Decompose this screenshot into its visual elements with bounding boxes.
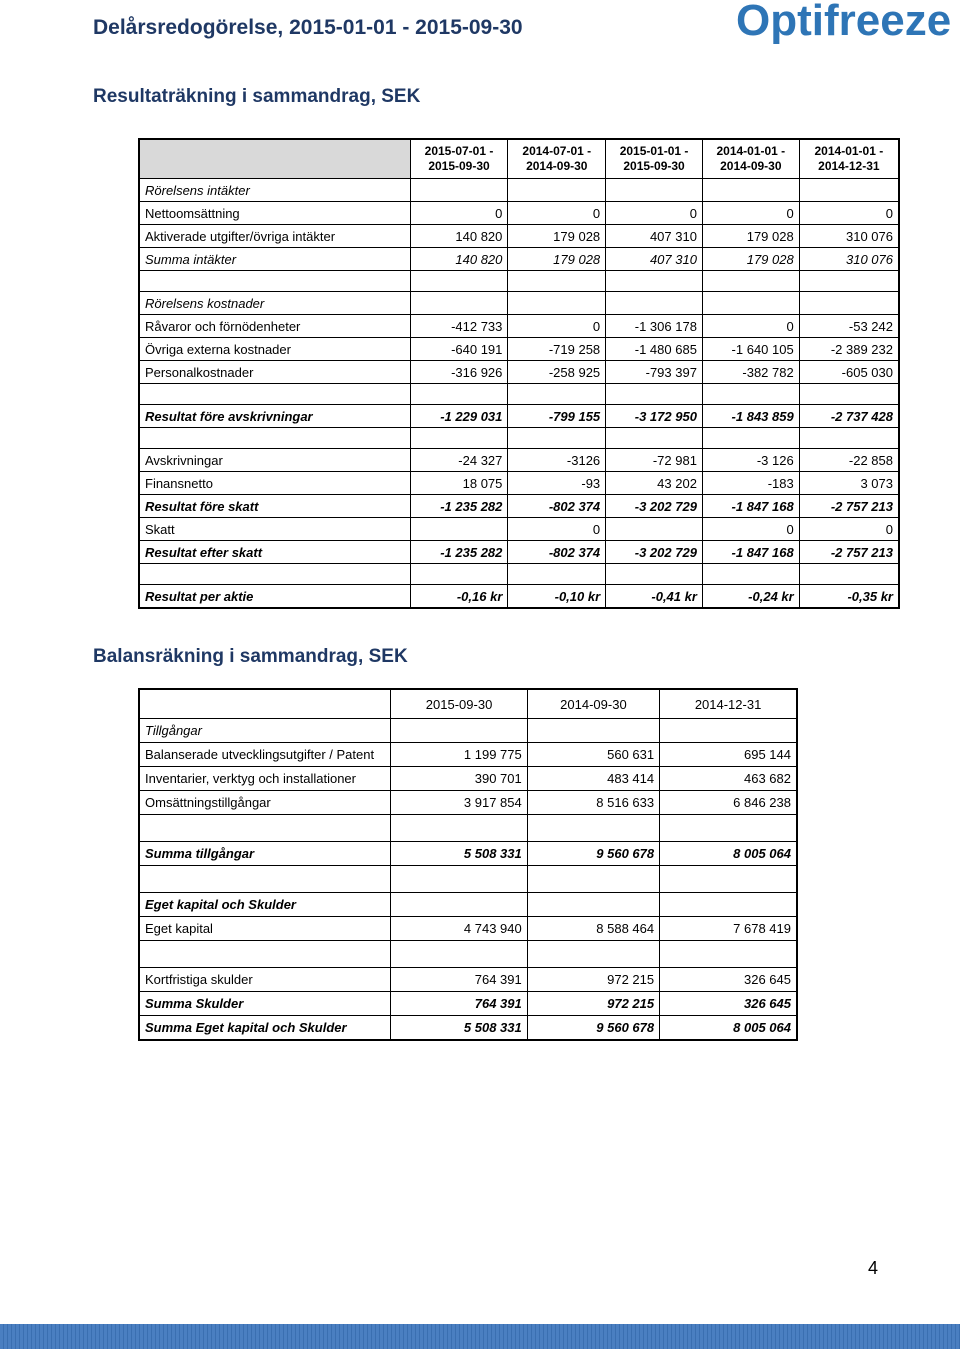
value-cell: -0,10 kr [508, 585, 606, 609]
spacer-cell [527, 815, 659, 842]
row-label: Omsättningstillgångar [139, 791, 391, 815]
spacer-cell [606, 271, 703, 292]
row-label: Nettoomsättning [139, 202, 410, 225]
value-cell: -2 757 213 [799, 541, 899, 564]
row-label: Inventarier, verktyg och installationer [139, 767, 391, 791]
value-cell: 463 682 [660, 767, 797, 791]
period-end: 2014-09-30 [526, 159, 588, 173]
spacer-cell [702, 428, 799, 449]
value-cell: 0 [799, 202, 899, 225]
table-row [139, 518, 899, 541]
value-cell: -22 858 [799, 449, 899, 472]
table-row [139, 743, 797, 767]
spacer-row [139, 384, 899, 405]
balance-header-label-cell [139, 689, 391, 719]
value-cell: 140 820 [410, 225, 508, 248]
spacer-cell [410, 384, 508, 405]
value-cell [410, 179, 508, 202]
row-label: Resultat per aktie [139, 585, 410, 609]
spacer-cell [606, 384, 703, 405]
value-cell: 1 199 775 [391, 743, 527, 767]
value-cell: 18 075 [410, 472, 508, 495]
value-cell [527, 893, 659, 917]
value-cell: 972 215 [527, 968, 659, 992]
spacer-cell [799, 564, 899, 585]
value-cell: 4 743 940 [391, 917, 527, 941]
period-header [410, 139, 508, 179]
value-cell: 326 645 [660, 968, 797, 992]
value-cell: 310 076 [799, 225, 899, 248]
value-cell: 390 701 [391, 767, 527, 791]
value-cell: -802 374 [508, 541, 606, 564]
value-cell: -382 782 [702, 361, 799, 384]
value-cell: -1 847 168 [702, 541, 799, 564]
table-row [139, 179, 899, 202]
spacer-cell [508, 564, 606, 585]
value-cell: 407 310 [606, 248, 703, 271]
period-header [702, 139, 799, 179]
value-cell [410, 518, 508, 541]
table-row [139, 1016, 797, 1041]
value-cell [508, 179, 606, 202]
value-cell: -3 202 729 [606, 541, 703, 564]
value-cell: -53 242 [799, 315, 899, 338]
balance-header-row [139, 689, 797, 719]
value-cell: 0 [702, 202, 799, 225]
row-label: Eget kapital [139, 917, 391, 941]
document-header-title: Delårsredogörelse, 2015-01-01 - 2015-09-30 [93, 16, 523, 39]
value-cell: 0 [799, 518, 899, 541]
value-cell: -0,35 kr [799, 585, 899, 609]
income-statement-title: Resultaträkning i sammandrag, SEK [93, 86, 421, 107]
period-header [508, 139, 606, 179]
row-label: Personalkostnader [139, 361, 410, 384]
row-label: Rörelsens intäkter [139, 179, 410, 202]
table-row [139, 315, 899, 338]
value-cell: 179 028 [508, 248, 606, 271]
value-cell: 310 076 [799, 248, 899, 271]
spacer-cell [139, 564, 410, 585]
value-cell: -1 229 031 [410, 405, 508, 428]
value-cell: -0,24 kr [702, 585, 799, 609]
value-cell [702, 179, 799, 202]
value-cell: -799 155 [508, 405, 606, 428]
spacer-row [139, 866, 797, 893]
spacer-row [139, 941, 797, 968]
value-cell: 9 560 678 [527, 842, 659, 866]
value-cell: -1 480 685 [606, 338, 703, 361]
value-cell [391, 719, 527, 743]
footer-bar [0, 1324, 960, 1349]
value-cell: 695 144 [660, 743, 797, 767]
period-end: 2015-09-30 [428, 159, 490, 173]
spacer-row [139, 428, 899, 449]
spacer-cell [391, 815, 527, 842]
page-number: 4 [868, 1258, 879, 1278]
value-cell: -1 235 282 [410, 495, 508, 518]
period-start: 2015-01-01 - [619, 144, 689, 158]
row-label: Rörelsens kostnader [139, 292, 410, 315]
spacer-cell [508, 271, 606, 292]
value-cell: 179 028 [702, 248, 799, 271]
value-cell [508, 292, 606, 315]
table-row [139, 472, 899, 495]
value-cell: -2 389 232 [799, 338, 899, 361]
value-cell: 140 820 [410, 248, 508, 271]
value-cell: 8 005 064 [660, 842, 797, 866]
value-cell [606, 179, 703, 202]
value-cell [660, 893, 797, 917]
row-label: Avskrivningar [139, 449, 410, 472]
value-cell: 764 391 [391, 992, 527, 1016]
spacer-cell [139, 815, 391, 842]
value-cell: -2 737 428 [799, 405, 899, 428]
value-cell: -0,41 kr [606, 585, 703, 609]
value-cell: 3 917 854 [391, 791, 527, 815]
spacer-cell [508, 428, 606, 449]
value-cell: 3 073 [799, 472, 899, 495]
value-cell: -183 [702, 472, 799, 495]
value-cell: 0 [410, 202, 508, 225]
spacer-cell [527, 866, 659, 893]
row-label: Finansnetto [139, 472, 410, 495]
value-cell: -93 [508, 472, 606, 495]
table-row [139, 893, 797, 917]
period-header [606, 139, 703, 179]
value-cell: 483 414 [527, 767, 659, 791]
value-cell: 0 [508, 202, 606, 225]
optifreeze-logo: Optifreeze [736, 0, 952, 45]
spacer-cell [139, 941, 391, 968]
value-cell: -802 374 [508, 495, 606, 518]
date-header: 2015-09-30 [391, 689, 527, 719]
row-label: Tillgångar [139, 719, 391, 743]
value-cell: 0 [606, 202, 703, 225]
row-label: Summa intäkter [139, 248, 410, 271]
table-row [139, 225, 899, 248]
date-header: 2014-09-30 [527, 689, 659, 719]
value-cell: 6 846 238 [660, 791, 797, 815]
table-row [139, 917, 797, 941]
spacer-cell [799, 428, 899, 449]
row-label: Resultat efter skatt [139, 541, 410, 564]
income-header-row [139, 139, 899, 179]
value-cell: -412 733 [410, 315, 508, 338]
period-start: 2014-01-01 - [814, 144, 884, 158]
table-row [139, 968, 797, 992]
value-cell: 0 [702, 518, 799, 541]
spacer-cell [410, 271, 508, 292]
spacer-cell [702, 384, 799, 405]
value-cell: -2 757 213 [799, 495, 899, 518]
balance-sheet-table [138, 688, 798, 1041]
value-cell: 764 391 [391, 968, 527, 992]
income-statement-table [138, 138, 900, 609]
value-cell: 8 588 464 [527, 917, 659, 941]
spacer-cell [702, 564, 799, 585]
table-row [139, 449, 899, 472]
row-label: Aktiverade utgifter/övriga intäkter [139, 225, 410, 248]
spacer-cell [606, 564, 703, 585]
balance-sheet-title: Balansräkning i sammandrag, SEK [93, 646, 408, 667]
value-cell: 972 215 [527, 992, 659, 1016]
value-cell: -1 847 168 [702, 495, 799, 518]
spacer-cell [139, 428, 410, 449]
spacer-cell [508, 384, 606, 405]
period-header [799, 139, 899, 179]
value-cell [606, 292, 703, 315]
value-cell [799, 292, 899, 315]
value-cell: 560 631 [527, 743, 659, 767]
spacer-cell [139, 271, 410, 292]
period-end: 2014-09-30 [720, 159, 782, 173]
value-cell: 0 [508, 518, 606, 541]
table-row [139, 338, 899, 361]
value-cell: -3126 [508, 449, 606, 472]
value-cell [391, 893, 527, 917]
value-cell [527, 719, 659, 743]
row-label: Balanserade utvecklingsutgifter / Patent [139, 743, 391, 767]
value-cell [606, 518, 703, 541]
date-header: 2014-12-31 [660, 689, 797, 719]
value-cell: 8 005 064 [660, 1016, 797, 1041]
spacer-cell [660, 815, 797, 842]
row-label: Summa Eget kapital och Skulder [139, 1016, 391, 1041]
spacer-cell [410, 564, 508, 585]
row-label: Kortfristiga skulder [139, 968, 391, 992]
value-cell [799, 179, 899, 202]
spacer-cell [139, 866, 391, 893]
spacer-row [139, 564, 899, 585]
value-cell: -72 981 [606, 449, 703, 472]
row-label: Skatt [139, 518, 410, 541]
value-cell [410, 292, 508, 315]
row-label: Summa Skulder [139, 992, 391, 1016]
value-cell [702, 292, 799, 315]
value-cell: -605 030 [799, 361, 899, 384]
value-cell: -1 306 178 [606, 315, 703, 338]
table-row [139, 248, 899, 271]
spacer-cell [660, 941, 797, 968]
value-cell: -3 172 950 [606, 405, 703, 428]
value-cell: 7 678 419 [660, 917, 797, 941]
period-end: 2015-09-30 [623, 159, 685, 173]
value-cell: 5 508 331 [391, 842, 527, 866]
value-cell: -1 843 859 [702, 405, 799, 428]
row-label: Resultat före skatt [139, 495, 410, 518]
value-cell: 8 516 633 [527, 791, 659, 815]
value-cell: 407 310 [606, 225, 703, 248]
table-row [139, 541, 899, 564]
value-cell: 0 [508, 315, 606, 338]
value-cell: 9 560 678 [527, 1016, 659, 1041]
row-label: Summa tillgångar [139, 842, 391, 866]
value-cell: -258 925 [508, 361, 606, 384]
spacer-cell [527, 941, 659, 968]
spacer-cell [702, 271, 799, 292]
value-cell: -316 926 [410, 361, 508, 384]
table-row [139, 202, 899, 225]
table-row [139, 292, 899, 315]
income-header-label-cell [139, 139, 410, 179]
table-row [139, 361, 899, 384]
value-cell: -1 235 282 [410, 541, 508, 564]
value-cell: 0 [702, 315, 799, 338]
spacer-cell [799, 384, 899, 405]
spacer-cell [391, 941, 527, 968]
table-row [139, 585, 899, 609]
period-start: 2014-07-01 - [522, 144, 592, 158]
row-label: Eget kapital och Skulder [139, 893, 391, 917]
table-row [139, 495, 899, 518]
row-label: Resultat före avskrivningar [139, 405, 410, 428]
spacer-cell [799, 271, 899, 292]
value-cell [660, 719, 797, 743]
row-label: Råvaror och förnödenheter [139, 315, 410, 338]
spacer-cell [139, 384, 410, 405]
period-end: 2014-12-31 [818, 159, 880, 173]
row-label: Övriga externa kostnader [139, 338, 410, 361]
spacer-row [139, 815, 797, 842]
spacer-row [139, 271, 899, 292]
value-cell: 179 028 [508, 225, 606, 248]
table-row [139, 719, 797, 743]
value-cell: -24 327 [410, 449, 508, 472]
spacer-cell [410, 428, 508, 449]
value-cell: -3 202 729 [606, 495, 703, 518]
period-start: 2014-01-01 - [716, 144, 786, 158]
value-cell: -640 191 [410, 338, 508, 361]
value-cell: 179 028 [702, 225, 799, 248]
period-start: 2015-07-01 - [424, 144, 494, 158]
value-cell: 5 508 331 [391, 1016, 527, 1041]
value-cell: -1 640 105 [702, 338, 799, 361]
value-cell: 43 202 [606, 472, 703, 495]
spacer-cell [606, 428, 703, 449]
table-row [139, 405, 899, 428]
value-cell: -0,16 kr [410, 585, 508, 609]
value-cell: 326 645 [660, 992, 797, 1016]
value-cell: -793 397 [606, 361, 703, 384]
spacer-cell [660, 866, 797, 893]
table-row [139, 767, 797, 791]
table-row [139, 842, 797, 866]
value-cell: -3 126 [702, 449, 799, 472]
value-cell: -719 258 [508, 338, 606, 361]
spacer-cell [391, 866, 527, 893]
table-row [139, 791, 797, 815]
table-row [139, 992, 797, 1016]
